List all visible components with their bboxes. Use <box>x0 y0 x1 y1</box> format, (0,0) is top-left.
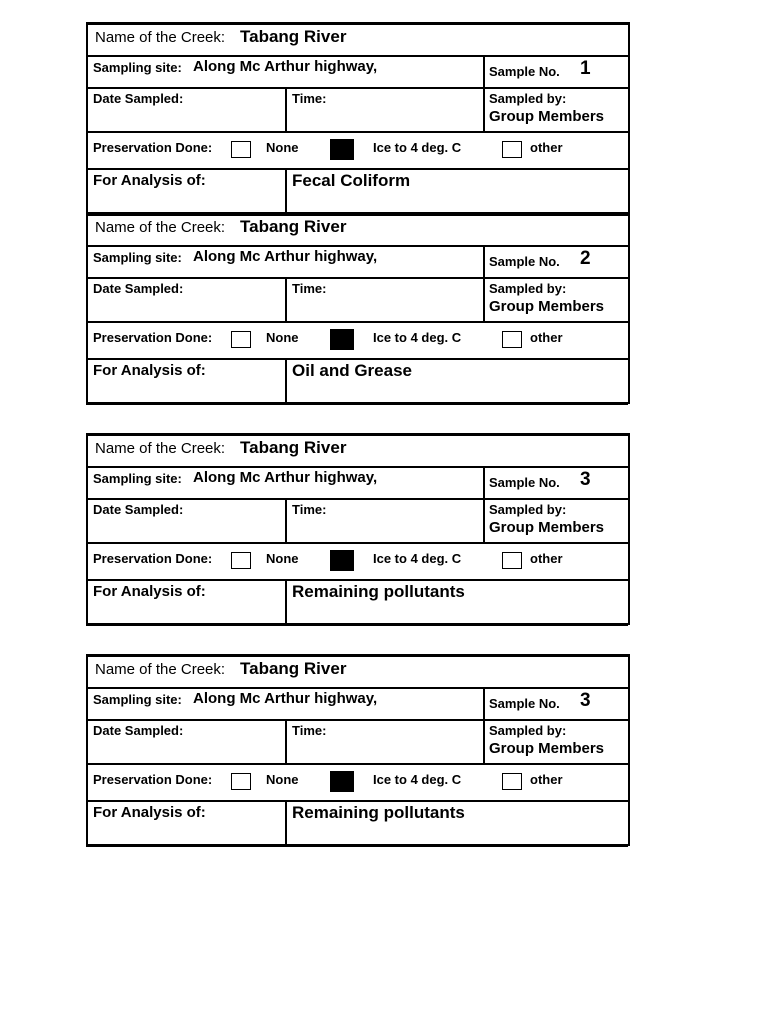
sampled-by-value: Group Members <box>489 740 605 757</box>
rule-line <box>86 498 628 500</box>
rule-line <box>628 433 630 625</box>
rule-line <box>86 277 628 279</box>
rule-line <box>483 55 485 131</box>
time-label: Time: <box>292 723 327 738</box>
checkbox-none[interactable] <box>231 773 251 790</box>
rule-line <box>86 623 628 626</box>
sampled-by-label: Sampled by: <box>489 723 567 738</box>
creek-name-value: Tabang River <box>240 27 347 46</box>
rule-line <box>86 579 628 581</box>
checkbox-ice[interactable] <box>330 771 354 792</box>
sampling-site-value: Along Mc Arthur highway, <box>193 469 378 486</box>
rule-line <box>285 358 287 402</box>
option-ice-label: Ice to 4 deg. C <box>373 330 462 345</box>
sample-no-label: Sample No. <box>489 696 560 711</box>
option-ice-label: Ice to 4 deg. C <box>373 772 462 787</box>
analysis-label: For Analysis of: <box>93 583 206 600</box>
checkbox-other[interactable] <box>502 141 522 158</box>
rule-line <box>86 358 628 360</box>
time-label: Time: <box>292 502 327 517</box>
analysis-value: Oil and Grease <box>292 361 412 380</box>
rule-line <box>285 800 287 844</box>
sample-no-value: 3 <box>580 690 591 711</box>
checkbox-ice[interactable] <box>330 550 354 571</box>
rule-line <box>86 654 628 657</box>
sampling-site-value: Along Mc Arthur highway, <box>193 58 378 75</box>
sampled-by-label: Sampled by: <box>489 91 567 106</box>
creek-name-label: Name of the Creek: <box>95 219 226 236</box>
rule-line <box>285 168 287 212</box>
preservation-label: Preservation Done: <box>93 551 213 566</box>
checkbox-none[interactable] <box>231 141 251 158</box>
date-sampled-label: Date Sampled: <box>93 723 184 738</box>
rule-line <box>86 654 88 846</box>
preservation-label: Preservation Done: <box>93 140 213 155</box>
sampling-site-label: Sampling site: <box>93 692 182 707</box>
rule-line <box>86 131 628 133</box>
sampling-site-value: Along Mc Arthur highway, <box>193 690 378 707</box>
option-ice-label: Ice to 4 deg. C <box>373 551 462 566</box>
sampled-by-value: Group Members <box>489 519 605 536</box>
checkbox-ice[interactable] <box>330 329 354 350</box>
rule-line <box>86 87 628 89</box>
option-none-label: None <box>266 551 299 566</box>
rule-line <box>86 22 628 25</box>
rule-line <box>86 800 628 802</box>
preservation-label: Preservation Done: <box>93 330 213 345</box>
analysis-value: Fecal Coliform <box>292 171 411 190</box>
analysis-label: For Analysis of: <box>93 172 206 189</box>
rule-line <box>628 212 630 404</box>
checkbox-other[interactable] <box>502 773 522 790</box>
analysis-value: Remaining pollutants <box>292 582 465 601</box>
option-ice-label: Ice to 4 deg. C <box>373 140 462 155</box>
rule-line <box>86 55 628 57</box>
rule-line <box>86 212 88 404</box>
rule-line <box>86 321 628 323</box>
creek-name-value: Tabang River <box>240 659 347 678</box>
sampled-by-value: Group Members <box>489 108 605 125</box>
date-sampled-label: Date Sampled: <box>93 502 184 517</box>
rule-line <box>86 433 88 625</box>
time-label: Time: <box>292 281 327 296</box>
rule-line <box>86 168 628 170</box>
sample-no-label: Sample No. <box>489 254 560 269</box>
option-other-label: other <box>530 140 563 155</box>
rule-line <box>86 466 628 468</box>
rule-line <box>86 763 628 765</box>
sampling-site-label: Sampling site: <box>93 60 182 75</box>
checkbox-other[interactable] <box>502 331 522 348</box>
rule-line <box>86 542 628 544</box>
rule-line <box>628 654 630 846</box>
creek-name-value: Tabang River <box>240 217 347 236</box>
sample-no-label: Sample No. <box>489 64 560 79</box>
rule-line <box>483 245 485 321</box>
analysis-label: For Analysis of: <box>93 362 206 379</box>
rule-line <box>86 245 628 247</box>
creek-name-label: Name of the Creek: <box>95 440 226 457</box>
sample-no-label: Sample No. <box>489 475 560 490</box>
option-none-label: None <box>266 140 299 155</box>
rule-line <box>285 579 287 623</box>
rule-line <box>285 498 287 542</box>
sampled-by-label: Sampled by: <box>489 502 567 517</box>
rule-line <box>483 687 485 763</box>
sampling-site-label: Sampling site: <box>93 250 182 265</box>
date-sampled-label: Date Sampled: <box>93 281 184 296</box>
creek-name-label: Name of the Creek: <box>95 29 226 46</box>
rule-line <box>285 719 287 763</box>
creek-name-label: Name of the Creek: <box>95 661 226 678</box>
rule-line <box>86 719 628 721</box>
checkbox-none[interactable] <box>231 552 251 569</box>
analysis-label: For Analysis of: <box>93 804 206 821</box>
sampled-by-label: Sampled by: <box>489 281 567 296</box>
checkbox-ice[interactable] <box>330 139 354 160</box>
rule-line <box>628 22 630 214</box>
option-other-label: other <box>530 551 563 566</box>
rule-line <box>86 22 88 214</box>
sample-no-value: 2 <box>580 248 591 269</box>
sampling-site-value: Along Mc Arthur highway, <box>193 248 378 265</box>
rule-line <box>86 433 628 436</box>
option-none-label: None <box>266 772 299 787</box>
sampling-site-label: Sampling site: <box>93 471 182 486</box>
rule-line <box>86 212 628 216</box>
time-label: Time: <box>292 91 327 106</box>
rule-line <box>285 277 287 321</box>
rule-line <box>86 844 628 847</box>
rule-line <box>86 687 628 689</box>
analysis-value: Remaining pollutants <box>292 803 465 822</box>
rule-line <box>86 402 628 405</box>
option-other-label: other <box>530 330 563 345</box>
date-sampled-label: Date Sampled: <box>93 91 184 106</box>
option-other-label: other <box>530 772 563 787</box>
rule-line <box>285 87 287 131</box>
sampled-by-value: Group Members <box>489 298 605 315</box>
sample-no-value: 1 <box>580 58 591 79</box>
checkbox-other[interactable] <box>502 552 522 569</box>
rule-line <box>483 466 485 542</box>
creek-name-value: Tabang River <box>240 438 347 457</box>
option-none-label: None <box>266 330 299 345</box>
sample-no-value: 3 <box>580 469 591 490</box>
preservation-label: Preservation Done: <box>93 772 213 787</box>
checkbox-none[interactable] <box>231 331 251 348</box>
